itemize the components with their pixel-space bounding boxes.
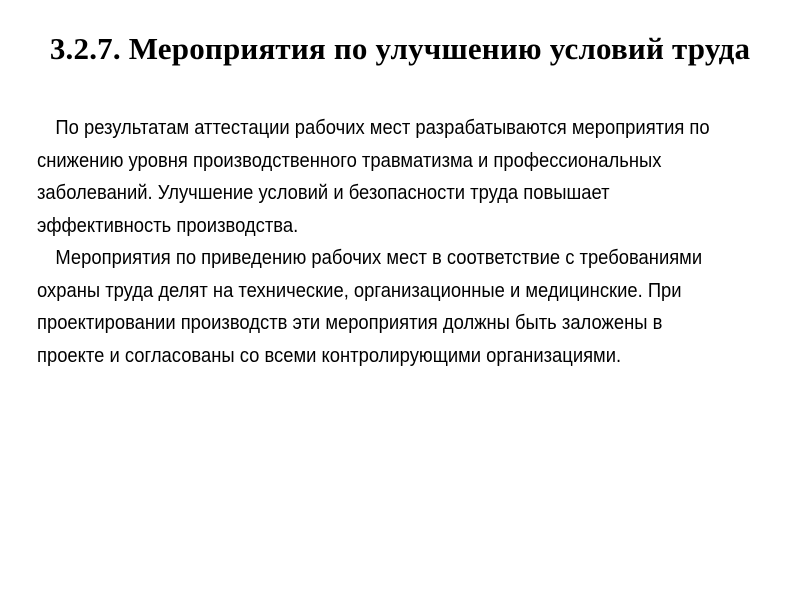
paragraph-workplace-measures: Мероприятия по приведению рабочих мест в соответствие с требованиями охраны труда делят на технические, организационные и медицинские. При проектировании производств эти мероприятия должны быть заложены в проекте и согласованы со всеми контролирующими организациями.	[37, 247, 703, 367]
slide-body	[37, 112, 718, 372]
paragraph-attestation-results: По результатам аттестации рабочих мест разрабатываются мероприятия по снижению уровня производственного травматизма и профессиональных заболеваний. Улучшение условий и безопасности труда повышает эффективность производства.	[37, 117, 710, 237]
slide-title: 3.2.7. Мероприятия по улучшению условий труда	[49, 31, 751, 66]
